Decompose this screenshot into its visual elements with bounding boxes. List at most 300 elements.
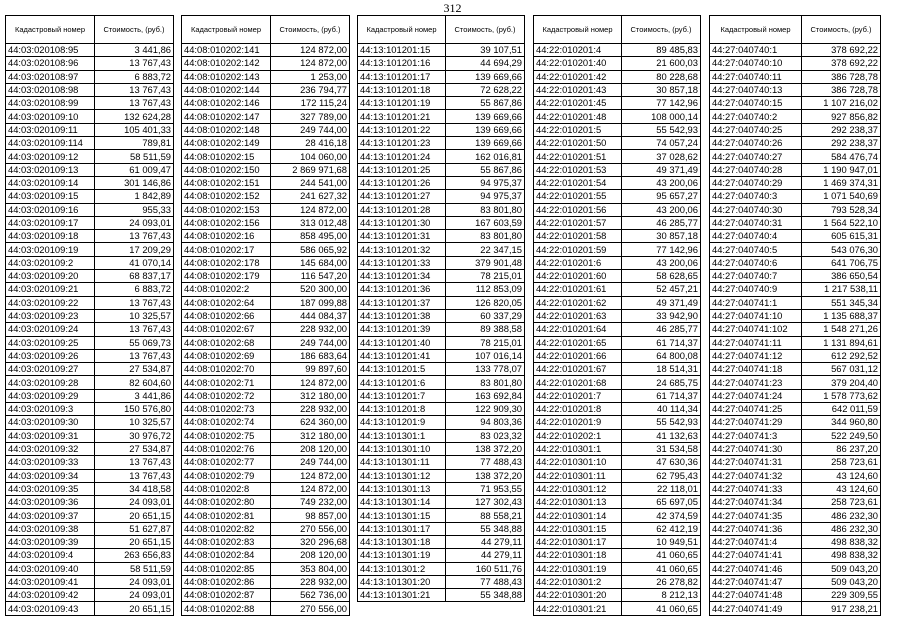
cost-cell: 124 872,00 [271,482,350,495]
cadastral-number-cell: 44:03:020108:97 [6,70,95,83]
table-row [6,403,174,416]
cadastral-number-cell: 44:08:010202:87 [182,589,271,602]
cadastral-number-cell: 44:13:101201:27 [358,190,446,203]
cost-cell: 955,33 [95,203,174,216]
cost-cell: 33 942,90 [622,309,701,322]
cost-cell: 139 669,66 [446,137,525,150]
table-row [6,83,174,96]
table-row [182,323,350,336]
cadastral-number-cell: 44:22:010201:53 [534,163,622,176]
cost-cell: 44 694,29 [446,57,525,70]
cadastral-number-cell: 44:08:010202:84 [182,549,271,562]
cost-cell: 62 412,19 [622,522,701,535]
cost-cell: 208 120,00 [271,549,350,562]
cadastral-number-cell: 44:08:010202:83 [182,535,271,548]
table-row [182,429,350,442]
cadastral-number-cell: 44:22:010201:56 [534,203,622,216]
table-row [358,283,525,296]
table-row [534,230,701,243]
cost-cell: 543 076,30 [802,243,881,256]
cost-cell: 78 215,01 [446,336,525,349]
table-row [710,163,881,176]
cost-cell: 72 628,22 [446,83,525,96]
table-row [710,230,881,243]
header-cost: Стоимость, (руб.) [622,16,701,44]
table-row [358,97,525,110]
cadastral-number-cell: 44:03:020109:36 [6,496,95,509]
cost-cell: 89 485,83 [622,44,701,57]
cost-cell: 83 801,80 [446,203,525,216]
cost-cell: 139 669,66 [446,110,525,123]
cost-cell: 22 347,15 [446,243,525,256]
cadastral-number-cell: 44:13:101201:26 [358,176,446,189]
table-row [358,589,525,602]
cost-cell: 8 212,13 [622,589,701,602]
table-row [182,57,350,70]
cadastral-number-cell: 44:08:010202:82 [182,522,271,535]
cadastral-number-cell: 44:03:020109:11 [6,123,95,136]
table-row [182,469,350,482]
table-row [182,256,350,269]
cadastral-number-cell: 44:03:020109:26 [6,349,95,362]
cost-cell: 95 657,27 [622,190,701,203]
header-cadastral-number: Кадастровый номер [534,16,622,44]
table-row [534,296,701,309]
cost-cell: 249 744,00 [271,336,350,349]
cost-cell: 139 669,66 [446,123,525,136]
cost-cell: 51 627,87 [95,522,174,535]
table-row [182,97,350,110]
cost-cell: 20 651,15 [95,509,174,522]
table-row [534,482,701,495]
header-cadastral-number: Кадастровый номер [710,16,802,44]
cost-cell: 378 692,22 [802,44,881,57]
table-row [358,256,525,269]
cost-cell: 10 325,57 [95,416,174,429]
cost-cell: 858 495,00 [271,230,350,243]
table-row [710,190,881,203]
header-cadastral-number: Кадастровый номер [6,16,95,44]
cadastral-number-cell: 44:22:010201:54 [534,176,622,189]
cost-cell: 43 200,06 [622,256,701,269]
cadastral-number-cell: 44:22:010201:61 [534,283,622,296]
table-row [710,323,881,336]
table-row [358,456,525,469]
table-row [182,496,350,509]
cadastral-number-cell: 44:13:101201:34 [358,270,446,283]
cadastral-number-cell: 44:27:040741:18 [710,363,802,376]
table-row [710,270,881,283]
table-row [710,336,881,349]
cadastral-number-cell: 44:03:020109:30 [6,416,95,429]
cost-cell: 83 801,80 [446,376,525,389]
cadastral-number-cell: 44:13:101201:23 [358,137,446,150]
cadastral-number-cell: 44:13:101201:39 [358,323,446,336]
cadastral-number-cell: 44:03:020109:12 [6,150,95,163]
cost-cell: 21 600,03 [622,57,701,70]
cadastral-number-cell: 44:27:040741:102 [710,323,802,336]
table-row [182,509,350,522]
cadastral-number-cell: 44:22:010201:59 [534,243,622,256]
cadastral-number-cell: 44:08:010202:72 [182,389,271,402]
table-row [182,456,350,469]
table-row [534,216,701,229]
table-row [182,44,350,57]
table-row [358,270,525,283]
cadastral-number-cell: 44:03:020109:13 [6,163,95,176]
cost-cell: 378 692,22 [802,57,881,70]
table-row [534,70,701,83]
cost-cell: 77 488,43 [446,575,525,588]
table-row [710,522,881,535]
cost-cell: 186 683,64 [271,349,350,362]
cost-cell: 108 000,14 [622,110,701,123]
cost-cell: 13 767,43 [95,230,174,243]
cadastral-number-cell: 44:03:020109:29 [6,389,95,402]
table-row [534,163,701,176]
table-row [710,110,881,123]
cadastral-number-cell: 44:22:010201:4 [534,44,622,57]
cadastral-number-cell: 44:22:010201:5 [534,123,622,136]
cadastral-number-cell: 44:08:010202:75 [182,429,271,442]
cadastral-number-cell: 44:03:020108:95 [6,44,95,57]
cadastral-number-cell: 44:27:040740:3 [710,190,802,203]
cadastral-number-cell: 44:27:040741:31 [710,456,802,469]
table-row [358,363,525,376]
header-cadastral-number: Кадастровый номер [358,16,446,44]
cost-cell: 498 838,32 [802,535,881,548]
table-row [358,509,525,522]
cost-cell: 124 872,00 [271,57,350,70]
cadastral-number-cell: 44:08:010202:66 [182,309,271,322]
cadastral-number-cell: 44:03:020109:15 [6,190,95,203]
table-row [182,482,350,495]
table-row [710,123,881,136]
table-row [534,389,701,402]
cost-cell: 61 009,47 [95,163,174,176]
cadastral-number-cell: 44:13:101201:28 [358,203,446,216]
cadastral-number-cell: 44:08:010202:2 [182,283,271,296]
cadastral-number-cell: 44:08:010202:152 [182,190,271,203]
cost-cell: 71 953,55 [446,482,525,495]
cadastral-number-cell: 44:22:010202:1 [534,429,622,442]
table-row [358,216,525,229]
cost-cell: 379 901,48 [446,256,525,269]
table-row [358,123,525,136]
table-row [534,549,701,562]
cadastral-number-cell: 44:13:101201:8 [358,403,446,416]
table-row [6,349,174,362]
cost-cell: 749 232,00 [271,496,350,509]
cadastral-number-cell: 44:27:040740:28 [710,163,802,176]
table-row [182,203,350,216]
table-row [182,176,350,189]
cadastral-number-cell: 44:13:101201:18 [358,83,446,96]
cost-cell: 13 767,43 [95,83,174,96]
table-row [358,230,525,243]
cadastral-number-cell: 44:08:010202:17 [182,243,271,256]
page-number: 312 [443,1,462,15]
table-row [358,575,525,588]
cadastral-number-cell: 44:03:020109:27 [6,363,95,376]
table-row [710,44,881,57]
cadastral-number-cell: 44:27:040740:1 [710,44,802,57]
cadastral-number-cell: 44:13:101201:41 [358,349,446,362]
cadastral-number-cell: 44:13:101201:25 [358,163,446,176]
cost-cell: 2 869 971,68 [271,163,350,176]
cost-cell: 55 348,88 [446,522,525,535]
cost-cell: 39 107,51 [446,44,525,57]
table-row [6,123,174,136]
cost-cell: 13 767,43 [95,97,174,110]
cost-cell: 13 767,43 [95,456,174,469]
table-row [6,110,174,123]
cost-cell: 244 541,00 [271,176,350,189]
table-row [534,522,701,535]
table-row [358,70,525,83]
table-row [182,589,350,602]
cadastral-number-cell: 44:03:020109:31 [6,429,95,442]
cost-cell: 18 514,31 [622,363,701,376]
table-row [6,482,174,495]
cost-cell: 498 838,32 [802,549,881,562]
table-row [182,562,350,575]
cost-cell: 80 228,68 [622,70,701,83]
cost-cell: 208 120,00 [271,442,350,455]
cadastral-number-cell: 44:22:010201:51 [534,150,622,163]
cadastral-number-cell: 44:03:020109:10 [6,110,95,123]
cadastral-number-cell: 44:22:010201:7 [534,389,622,402]
cost-cell: 612 292,52 [802,349,881,362]
cadastral-number-cell: 44:27:040741:47 [710,575,802,588]
table-row [6,496,174,509]
cadastral-number-cell: 44:27:040740:4 [710,230,802,243]
table-row [358,137,525,150]
cadastral-number-cell: 44:13:101201:36 [358,283,446,296]
table-row [6,535,174,548]
cadastral-number-cell: 44:22:010301:12 [534,482,622,495]
cadastral-number-cell: 44:03:020109:23 [6,309,95,322]
cost-cell: 83 023,32 [446,429,525,442]
cost-cell: 3 441,86 [95,389,174,402]
cost-cell: 163 692,84 [446,389,525,402]
cadastral-number-cell: 44:08:010202:151 [182,176,271,189]
table-row [710,562,881,575]
cost-cell: 162 016,81 [446,150,525,163]
table-row [710,376,881,389]
table-row [182,137,350,150]
table-row [710,176,881,189]
table-row [182,376,350,389]
table-row [534,602,701,615]
cadastral-number-cell: 44:03:020109:38 [6,522,95,535]
table-row [6,549,174,562]
cadastral-number-cell: 44:22:010301:19 [534,562,622,575]
cadastral-number-cell: 44:08:010202:88 [182,602,271,615]
table-row [182,602,350,615]
cost-cell: 62 795,43 [622,469,701,482]
cadastral-number-cell: 44:08:010202:178 [182,256,271,269]
table-row [710,429,881,442]
table-row [710,256,881,269]
cost-cell: 74 057,24 [622,137,701,150]
cadastral-number-cell: 44:22:010201:6 [534,256,622,269]
cost-cell: 379 204,40 [802,376,881,389]
cadastral-number-cell: 44:22:010301:11 [534,469,622,482]
cadastral-number-cell: 44:13:101301:15 [358,509,446,522]
table-row [358,349,525,362]
table-row [182,123,350,136]
cadastral-number-cell: 44:08:010202:64 [182,296,271,309]
cadastral-number-cell: 44:08:010202:70 [182,363,271,376]
table-row [182,83,350,96]
cost-cell: 55 348,88 [446,589,525,602]
cadastral-number-cell: 44:08:010202:143 [182,70,271,83]
cost-cell: 228 932,00 [271,575,350,588]
table-row [358,416,525,429]
cadastral-number-cell: 44:13:101301:2 [358,562,446,575]
table-row [358,309,525,322]
table-row [6,256,174,269]
cadastral-number-cell: 44:03:020109:18 [6,230,95,243]
cadastral-number-cell: 44:13:101201:15 [358,44,446,57]
table-row [358,562,525,575]
cost-cell: 145 684,00 [271,256,350,269]
cost-cell: 49 371,49 [622,163,701,176]
cost-cell: 40 114,34 [622,403,701,416]
cadastral-number-cell: 44:27:040741:10 [710,309,802,322]
cadastral-number-cell: 44:08:010202:149 [182,137,271,150]
table-row [710,535,881,548]
cost-cell: 78 215,01 [446,270,525,283]
table-row [534,403,701,416]
cadastral-number-cell: 44:27:040740:7 [710,270,802,283]
cost-cell: 31 534,58 [622,442,701,455]
cadastral-number-cell: 44:27:040741:24 [710,389,802,402]
cost-cell: 229 309,55 [802,589,881,602]
table-row [182,309,350,322]
cadastral-number-cell: 44:13:101201:37 [358,296,446,309]
table-row [710,403,881,416]
cadastral-number-cell: 44:22:010201:55 [534,190,622,203]
cost-cell: 567 031,12 [802,363,881,376]
cadastral-number-cell: 44:08:010202:8 [182,482,271,495]
cost-cell: 43 124,60 [802,482,881,495]
table-row [534,256,701,269]
cost-cell: 60 337,29 [446,309,525,322]
cost-cell: 55 867,86 [446,97,525,110]
cost-cell: 133 778,07 [446,363,525,376]
cadastral-number-cell: 44:27:040741:32 [710,469,802,482]
cadastral-number-cell: 44:08:010202:142 [182,57,271,70]
cadastral-table-3 [357,15,525,602]
table-row [6,602,174,615]
table-row [182,230,350,243]
cost-cell: 353 804,00 [271,562,350,575]
cadastral-number-cell: 44:03:020109:43 [6,602,95,615]
table-row [710,150,881,163]
cadastral-number-cell: 44:27:040740:11 [710,70,802,83]
cadastral-number-cell: 44:27:040741:48 [710,589,802,602]
table-row [182,535,350,548]
cadastral-number-cell: 44:08:010202:85 [182,562,271,575]
cadastral-number-cell: 44:22:010201:9 [534,416,622,429]
cadastral-number-cell: 44:03:020109:41 [6,575,95,588]
table-row [534,57,701,70]
table-row [710,509,881,522]
cost-cell: 124 872,00 [271,203,350,216]
cadastral-number-cell: 44:27:040740:25 [710,123,802,136]
table-row [6,97,174,110]
cadastral-number-cell: 44:13:101201:24 [358,150,446,163]
cadastral-number-cell: 44:13:101301:12 [358,469,446,482]
cadastral-number-cell: 44:13:101301:17 [358,522,446,535]
table-row [358,429,525,442]
cost-cell: 52 457,21 [622,283,701,296]
cost-cell: 172 115,24 [271,97,350,110]
cadastral-number-cell: 44:27:040741:4 [710,535,802,548]
cost-cell: 344 960,80 [802,416,881,429]
table-row [6,190,174,203]
table-row [534,416,701,429]
cost-cell: 30 976,72 [95,429,174,442]
cost-cell: 64 800,08 [622,349,701,362]
cadastral-number-cell: 44:13:101201:32 [358,243,446,256]
cadastral-number-cell: 44:22:010201:50 [534,137,622,150]
cost-cell: 41 060,65 [622,562,701,575]
cadastral-number-cell: 44:13:101301:14 [358,496,446,509]
cost-cell: 586 065,92 [271,243,350,256]
cost-cell: 160 511,76 [446,562,525,575]
cost-cell: 34 418,58 [95,482,174,495]
cost-cell: 44 279,11 [446,549,525,562]
table-header-row [534,16,701,44]
table-row [534,203,701,216]
cadastral-table-5 [709,15,881,616]
table-row [182,110,350,123]
cadastral-number-cell: 44:03:020109:21 [6,283,95,296]
cadastral-number-cell: 44:22:010301:13 [534,496,622,509]
cost-cell: 927 856,82 [802,110,881,123]
table-row [710,496,881,509]
table-header-row [358,16,525,44]
cost-cell: 83 801,80 [446,230,525,243]
cost-cell: 584 476,74 [802,150,881,163]
cadastral-number-cell: 44:03:020109:37 [6,509,95,522]
table-row [534,535,701,548]
table-row [534,44,701,57]
cadastral-number-cell: 44:13:101201:19 [358,97,446,110]
cost-cell: 1 217 538,11 [802,283,881,296]
table-row [358,203,525,216]
table-row [710,83,881,96]
table-row [534,83,701,96]
cadastral-number-cell: 44:08:010202:80 [182,496,271,509]
cost-cell: 126 820,05 [446,296,525,309]
cadastral-number-cell: 44:22:010301:20 [534,589,622,602]
cost-cell: 386 728,78 [802,83,881,96]
cadastral-number-cell: 44:22:010201:43 [534,83,622,96]
cadastral-number-cell: 44:22:010201:67 [534,363,622,376]
table-row [534,336,701,349]
cadastral-number-cell: 44:08:010202:77 [182,456,271,469]
table-row [710,575,881,588]
cadastral-number-cell: 44:22:010201:8 [534,403,622,416]
table-row [6,163,174,176]
cost-cell: 122 909,30 [446,403,525,416]
cost-cell: 43 200,06 [622,176,701,189]
cost-cell: 486 232,30 [802,509,881,522]
